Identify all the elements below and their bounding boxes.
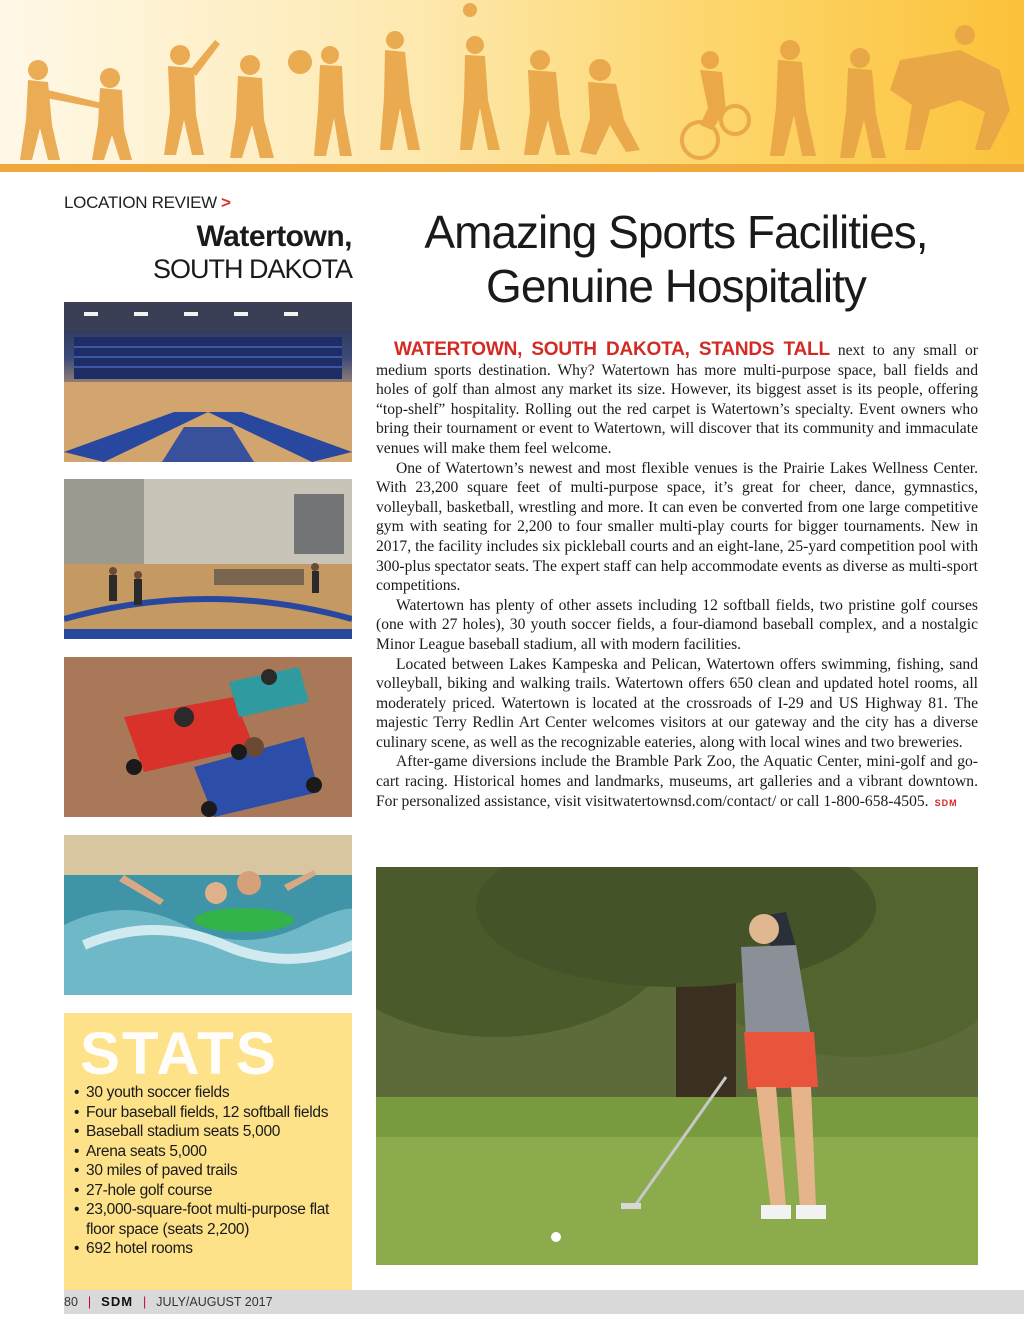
- stats-list: [74, 1083, 352, 1259]
- issue-date: JULY/AUGUST 2017: [156, 1295, 273, 1309]
- footer-text: [64, 1294, 273, 1309]
- stats-item: • 27-hole golf course: [74, 1181, 352, 1201]
- stats-box: [64, 1013, 352, 1290]
- article-paragraph: [376, 340, 978, 459]
- stats-item: • Baseball stadium seats 5,000: [74, 1122, 352, 1142]
- article-paragraph: [376, 752, 978, 813]
- photo-go-karts: [64, 657, 352, 817]
- paragraph-text: After-game diversions include the Bramble Park Zoo, the Aquatic Center, mini-golf and go-cart racing. Historical homes and landmarks, museums, art galleries and a vibrant downtown. For personalized assistance, visit visitwatertownsd.com/contact/ or call 1-800-658-4505.: [376, 753, 978, 810]
- stats-title: STATS: [80, 1020, 278, 1087]
- lead-in-caps: WATERTOWN, SOUTH DAKOTA, STANDS TALL: [394, 339, 830, 360]
- stats-item: • 30 miles of paved trails: [74, 1161, 352, 1181]
- athletes-silhouette-image: [0, 0, 1024, 172]
- banner-stripe: [0, 164, 1024, 172]
- article-headline: [370, 205, 982, 313]
- page-footer: [0, 1290, 1024, 1344]
- section-label-text: LOCATION REVIEW: [64, 193, 217, 212]
- headline-line-2: Genuine Hospitality: [486, 260, 866, 312]
- state-name: SOUTH DAKOTA: [152, 254, 352, 284]
- stats-item: • Arena seats 5,000: [74, 1142, 352, 1162]
- article-paragraph: Located between Lakes Kampeska and Pelican, Watertown offers swimming, fishing, sand volleyball, biking and walking trails. Watertown offers 650 clean and updated hotel rooms, all moderately priced. Watertown is located at the crossroads of I-29 and US Highway 81. The majestic Terry Redlin Art Center welcomes visitors at our gateway and the city has a diverse culinary scene, as well as the recognizable eateries, along with local wines and two breweries.: [376, 655, 978, 751]
- article-paragraph: One of Watertown’s newest and most flexible venues is the Prairie Lakes Wellness Center. With 23,200 square feet of multi-purpose space, it’s great for cheer, dance, gymnastics, volleyball, basketball, wrestling and more. It can even be converted from one large competitive gym with seating for 2,200 to four smaller multi-play courts for bigger tournaments. New in 2017, the facility includes six pickleball courts and an eight-lane, 25-yard competition pool with 300-plus spectator seats. The expert staff can help accommodate events as diverse as multi-sport competitions.: [376, 459, 978, 595]
- article-body: [376, 340, 978, 813]
- stats-item: • Four baseball fields, 12 softball fields: [74, 1103, 352, 1123]
- photo-pickleball-courts: [64, 479, 352, 639]
- section-label: [64, 193, 231, 213]
- photo-water-slide: [64, 835, 352, 995]
- article-paragraph: Watertown has plenty of other assets including 12 softball fields, two pristine golf courses (one with 27 holes), 30 youth soccer fields, a four-diamond baseball complex, and a nostalgic Minor League baseball stadium, all with modern facilities.: [376, 596, 978, 653]
- section-chevron-icon: >: [220, 193, 231, 212]
- footer-separator: |: [143, 1295, 147, 1309]
- sports-silhouette-banner: [0, 0, 1024, 172]
- stats-item: • 23,000-square-foot multi-purpose flat floor space (seats 2,200): [74, 1200, 352, 1239]
- page-number: 80: [64, 1295, 78, 1309]
- sdm-end-mark: SDM: [934, 797, 958, 808]
- footer-separator: |: [87, 1295, 92, 1309]
- headline-line-1: Amazing Sports Facilities,: [424, 206, 928, 258]
- stats-item: • 692 hotel rooms: [74, 1239, 352, 1259]
- city-name: Watertown,: [196, 220, 352, 253]
- photo-gymnasium: [64, 302, 352, 462]
- paragraph-text: next to any small or medium sports destination. Why? Watertown has more multi-purpose space, ball fields and holes of golf than almost any market its size. However, its biggest asset is its people, offering “top-shelf” hospitality. Rolling out the red carpet is Watertown’s specialty. Event owners who bring their tournament or event to Watertown, will discover that its community and immaculate venues will make them feel welcome.: [376, 342, 978, 457]
- magazine-name: SDM: [101, 1294, 134, 1309]
- stats-item: • 30 youth soccer fields: [74, 1083, 352, 1103]
- photo-golfer-putting: [376, 867, 978, 1265]
